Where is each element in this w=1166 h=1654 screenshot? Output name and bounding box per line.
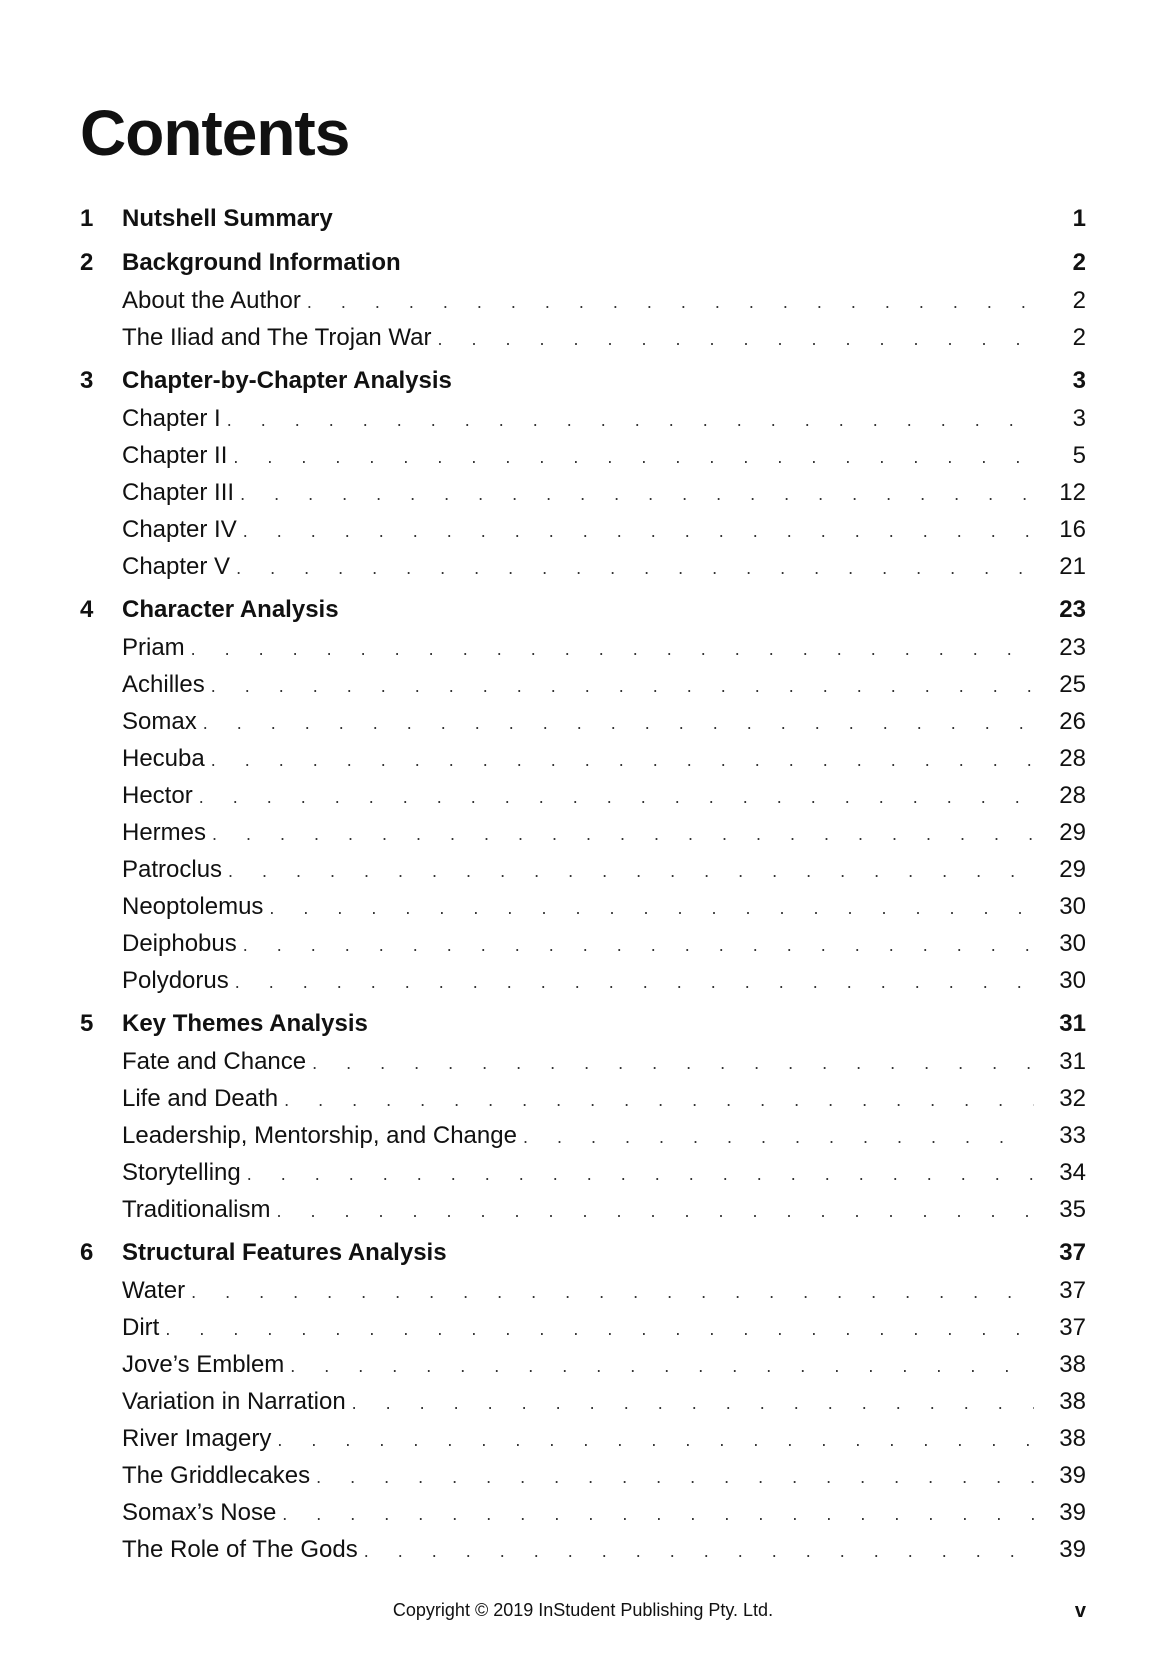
entry-title: Chapter II (122, 442, 228, 469)
toc-section (80, 244, 1086, 356)
entry-title: Water (122, 1277, 186, 1304)
toc-entry[interactable] (80, 1272, 1086, 1309)
entry-title: Chapter V (122, 553, 231, 580)
entry-title: Life and Death (122, 1085, 279, 1112)
section-number: 4 (80, 596, 94, 623)
toc-section-heading[interactable] (80, 1005, 1086, 1043)
table-of-contents (80, 200, 1086, 1574)
dot-leader (438, 321, 1035, 358)
entry-page-number: 34 (1059, 1159, 1086, 1186)
toc-section-heading[interactable] (80, 1234, 1086, 1272)
toc-section (80, 200, 1086, 238)
section-page-number: 37 (1059, 1239, 1086, 1266)
entry-page-number: 38 (1059, 1388, 1086, 1415)
entry-title: Priam (122, 634, 185, 661)
dot-leader (277, 1422, 1034, 1459)
entry-title: Variation in Narration (122, 1388, 346, 1415)
entry-title: Traditionalism (122, 1196, 271, 1223)
section-number: 5 (80, 1010, 94, 1037)
toc-section (80, 1234, 1086, 1568)
toc-entry[interactable] (80, 1346, 1086, 1383)
dot-leader (269, 890, 1034, 927)
toc-entry[interactable] (80, 1494, 1086, 1531)
entry-title: Patroclus (122, 856, 223, 883)
toc-entry[interactable] (80, 1383, 1086, 1420)
dot-leader (277, 1193, 1035, 1230)
entry-page-number: 38 (1059, 1351, 1086, 1378)
toc-entry[interactable] (80, 1117, 1086, 1154)
toc-entry[interactable] (80, 925, 1086, 962)
dot-leader (243, 513, 1034, 550)
entry-page-number: 39 (1059, 1499, 1086, 1526)
dot-leader (307, 284, 1034, 321)
dot-leader (352, 1385, 1034, 1422)
section-page-number: 1 (1072, 205, 1086, 232)
entry-title: Dirt (122, 1314, 160, 1341)
entry-title: Jove’s Emblem (122, 1351, 285, 1378)
dot-leader (199, 779, 1034, 816)
dot-leader (212, 816, 1034, 853)
entry-title: Storytelling (122, 1159, 241, 1186)
dot-leader (203, 705, 1034, 742)
toc-entry[interactable] (80, 1531, 1086, 1568)
dot-leader (316, 1459, 1034, 1496)
entry-page-number: 16 (1059, 516, 1086, 543)
toc-entry[interactable] (80, 511, 1086, 548)
section-page-number: 23 (1059, 596, 1086, 623)
dot-leader (236, 550, 1034, 587)
section-number: 3 (80, 367, 94, 394)
entry-title: Chapter IV (122, 516, 237, 543)
entry-page-number: 37 (1059, 1314, 1086, 1341)
toc-entry[interactable] (80, 1309, 1086, 1346)
dot-leader (247, 1156, 1034, 1193)
toc-entry[interactable] (80, 777, 1086, 814)
entry-title: Chapter III (122, 479, 235, 506)
entry-title: The Griddlecakes (122, 1462, 311, 1489)
entry-page-number: 26 (1059, 708, 1086, 735)
toc-entry[interactable] (80, 629, 1086, 666)
entry-title: Polydorus (122, 967, 229, 994)
entry-page-number: 23 (1059, 634, 1086, 661)
entry-title: Hector (122, 782, 193, 809)
dot-leader (233, 439, 1034, 476)
toc-entry[interactable] (80, 474, 1086, 511)
dot-leader (240, 476, 1034, 513)
toc-section (80, 1005, 1086, 1228)
dot-leader (290, 1348, 1034, 1385)
entry-title: Neoptolemus (122, 893, 264, 920)
dot-leader (523, 1119, 1034, 1156)
dot-leader (191, 1274, 1034, 1311)
entry-page-number: 2 (1072, 287, 1086, 314)
toc-entry[interactable] (80, 1191, 1086, 1228)
dot-leader (165, 1311, 1034, 1348)
entry-page-number: 28 (1059, 782, 1086, 809)
entry-page-number: 29 (1059, 856, 1086, 883)
toc-section-heading[interactable] (80, 200, 1086, 238)
toc-entry[interactable] (80, 851, 1086, 888)
entry-page-number: 2 (1072, 324, 1086, 351)
entry-title: Chapter I (122, 405, 221, 432)
toc-entry[interactable] (80, 1457, 1086, 1494)
entry-title: The Iliad and The Trojan War (122, 324, 432, 351)
section-title: Nutshell Summary (122, 205, 333, 232)
entry-page-number: 30 (1059, 930, 1086, 957)
entry-page-number: 35 (1059, 1196, 1086, 1223)
toc-section-heading[interactable] (80, 244, 1086, 282)
section-title: Chapter-by-Chapter Analysis (122, 367, 452, 394)
dot-leader (243, 927, 1034, 964)
entry-page-number: 28 (1059, 745, 1086, 772)
entry-title: Hecuba (122, 745, 205, 772)
dot-leader (191, 631, 1034, 668)
entry-title: Somax’s Nose (122, 1499, 277, 1526)
section-title: Background Information (122, 249, 401, 276)
entry-page-number: 5 (1072, 442, 1086, 469)
dot-leader (228, 853, 1034, 890)
toc-entry[interactable] (80, 1080, 1086, 1117)
toc-entry[interactable] (80, 1043, 1086, 1080)
dot-leader (211, 668, 1034, 705)
entry-page-number: 21 (1059, 553, 1086, 580)
page-title: Contents (80, 97, 350, 169)
toc-section-heading[interactable] (80, 362, 1086, 400)
dot-leader (364, 1533, 1034, 1570)
toc-entry[interactable] (80, 666, 1086, 703)
dot-leader (227, 402, 1034, 439)
toc-entry[interactable] (80, 548, 1086, 585)
entry-page-number: 30 (1059, 967, 1086, 994)
dot-leader (284, 1082, 1034, 1119)
page-number: v (1074, 1600, 1086, 1622)
toc-section (80, 591, 1086, 999)
entry-title: Fate and Chance (122, 1048, 307, 1075)
section-page-number: 31 (1059, 1010, 1086, 1037)
toc-entry[interactable] (80, 703, 1086, 740)
entry-title: River Imagery (122, 1425, 272, 1452)
page-footer (0, 1600, 1166, 1630)
entry-title: Achilles (122, 671, 205, 698)
section-number: 2 (80, 249, 94, 276)
toc-entry[interactable] (80, 962, 1086, 999)
toc-section (80, 362, 1086, 585)
entry-page-number: 12 (1059, 479, 1086, 506)
section-title: Structural Features Analysis (122, 1239, 447, 1266)
entry-page-number: 37 (1059, 1277, 1086, 1304)
copyright-notice: Copyright © 2019 InStudent Publishing Pty. Ltd. (392, 1600, 774, 1620)
entry-page-number: 30 (1059, 893, 1086, 920)
entry-page-number: 25 (1059, 671, 1086, 698)
entry-page-number: 33 (1059, 1122, 1086, 1149)
toc-entry[interactable] (80, 888, 1086, 925)
section-title: Character Analysis (122, 596, 339, 623)
toc-entry[interactable] (80, 400, 1086, 437)
toc-entry[interactable] (80, 437, 1086, 474)
entry-title: Hermes (122, 819, 207, 846)
section-number: 6 (80, 1239, 94, 1266)
section-page-number: 2 (1072, 249, 1086, 276)
entry-page-number: 31 (1059, 1048, 1086, 1075)
dot-leader (312, 1045, 1034, 1082)
entry-page-number: 32 (1059, 1085, 1086, 1112)
dot-leader (282, 1496, 1034, 1533)
section-page-number: 3 (1072, 367, 1086, 394)
toc-entry[interactable] (80, 814, 1086, 851)
toc-entry[interactable] (80, 282, 1086, 319)
entry-page-number: 39 (1059, 1462, 1086, 1489)
toc-entry[interactable] (80, 319, 1086, 356)
dot-leader (235, 964, 1034, 1001)
entry-page-number: 29 (1059, 819, 1086, 846)
entry-title: Deiphobus (122, 930, 237, 957)
toc-entry[interactable] (80, 1154, 1086, 1191)
entry-page-number: 39 (1059, 1536, 1086, 1563)
entry-title: Leadership, Mentorship, and Change (122, 1122, 517, 1149)
toc-entry[interactable] (80, 1420, 1086, 1457)
section-number: 1 (80, 205, 94, 232)
dot-leader (211, 742, 1034, 779)
entry-title: Somax (122, 708, 197, 735)
entry-page-number: 38 (1059, 1425, 1086, 1452)
entry-title: About the Author (122, 287, 301, 314)
toc-section-heading[interactable] (80, 591, 1086, 629)
entry-title: The Role of The Gods (122, 1536, 358, 1563)
section-title: Key Themes Analysis (122, 1010, 368, 1037)
toc-entry[interactable] (80, 740, 1086, 777)
entry-page-number: 3 (1072, 405, 1086, 432)
